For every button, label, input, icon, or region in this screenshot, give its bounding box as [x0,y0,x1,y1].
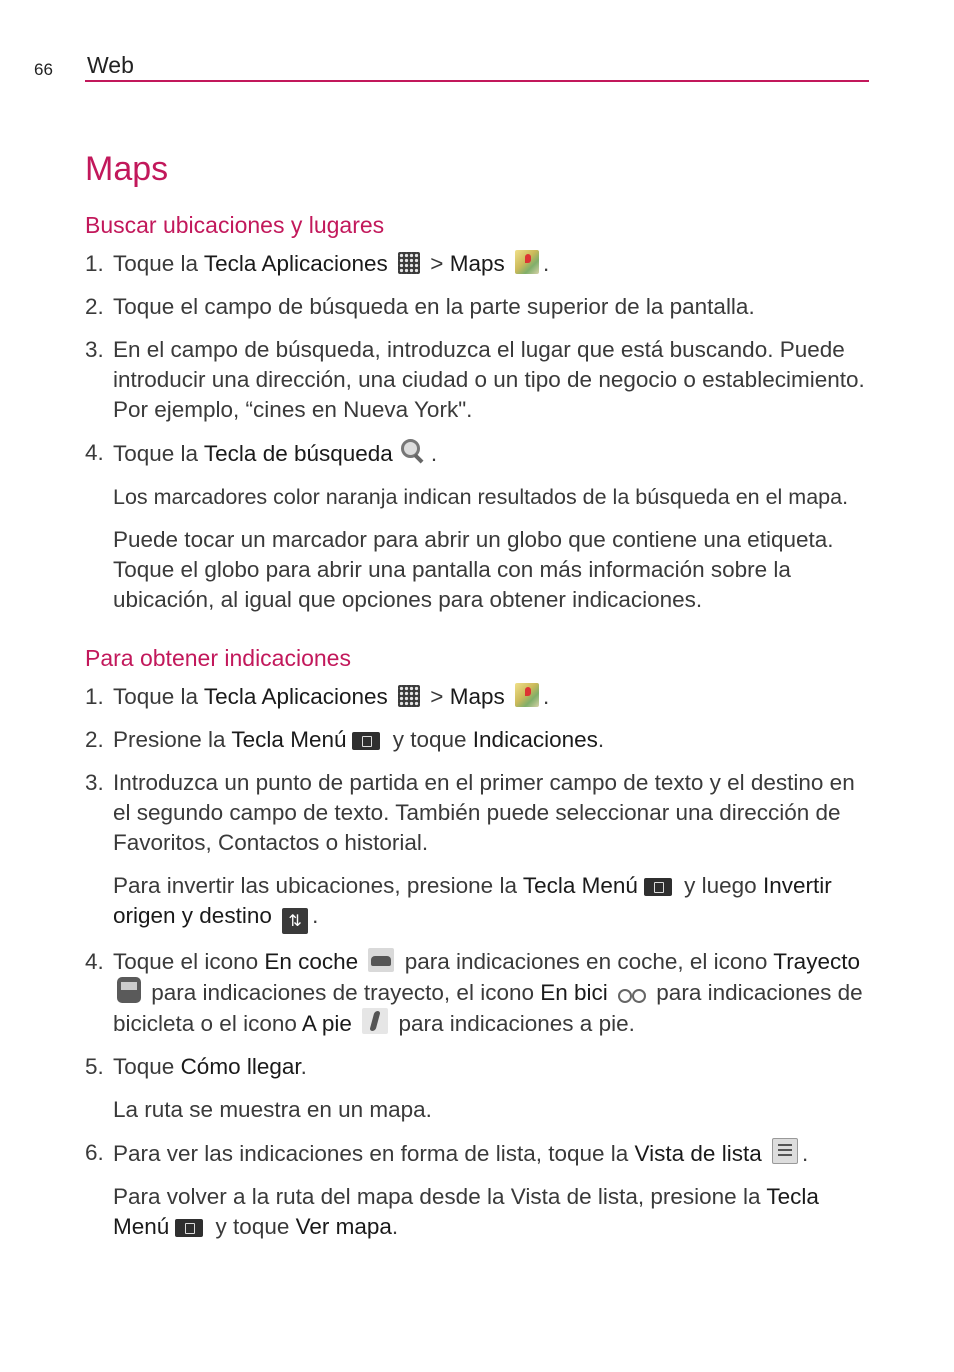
step-number: 5. [85,1054,104,1079]
apps-grid-icon [398,252,420,274]
directions-note-back [85,1182,875,1242]
menu-key-icon [175,1219,203,1237]
directions-label: Indicaciones [472,727,598,752]
menu-key-label: Tecla Menú [113,1184,819,1239]
step-text: . [597,727,605,752]
page-header [0,0,954,90]
view-map-label: Ver mapa [295,1214,392,1239]
search-step-3 [85,335,875,425]
menu-key-icon [352,732,380,750]
walking-icon [362,1008,388,1034]
apps-key-label: Tecla Aplicaciones [203,251,388,276]
maps-app-icon [515,683,539,707]
step-text: Toque el icono [113,949,265,974]
car-icon [368,948,394,972]
step-number: 1. [85,251,104,276]
maps-label: Maps [449,684,505,709]
list-view-icon [772,1138,798,1164]
step-text: Toque la [113,684,204,709]
directions-note-map: La ruta se muestra en un mapa. [113,1097,432,1122]
step-number: 3. [85,337,104,362]
menu-key-icon [644,878,672,896]
search-note-2: Puede tocar un marcador para abrir un globo que contiene una etiqueta. Toque el globo para abrir una pantalla con más información sobre la ubicación, al igual que opciones para obtener indicaciones. [113,527,834,612]
header-rule [85,80,869,82]
step-text: > [424,684,450,709]
directions-step-4 [85,947,875,1039]
search-step-2 [85,292,875,322]
menu-key-label: Tecla Menú [231,727,347,752]
step-text: . [543,684,550,709]
search-icon [399,438,427,464]
step-text: para indicaciones de trayecto, el icono [145,980,541,1005]
note-text: y toque [209,1214,296,1239]
by-car-label: En coche [264,949,359,974]
search-note-1: Los marcadores color naranja indican resultados de la búsqueda en el mapa. [113,485,849,509]
search-step-1 [85,249,875,279]
step-number: 2. [85,294,104,319]
swap-arrows-icon: ⇅ [282,908,308,934]
by-bike-label: En bici [540,980,608,1005]
directions-step-5 [85,1052,875,1082]
step-text: Toque la [113,251,204,276]
step-text: . [430,441,438,466]
directions-step-1 [85,682,875,712]
note-text: Para volver a la ruta del mapa desde la Vista de lista, presione la [113,1184,767,1209]
maps-app-icon [515,250,539,274]
apps-key-label: Tecla Aplicaciones [203,684,388,709]
directions-note-swap [85,871,875,934]
step-text: . [300,1054,307,1079]
page-content [85,212,875,1255]
section-heading-search: Buscar ubicaciones y lugares [85,212,385,238]
step-text: Toque la [113,441,204,466]
step-number: 3. [85,770,104,795]
page-title: Maps [85,150,169,188]
step-text: para indicaciones a pie. [392,1011,635,1036]
apps-grid-icon [398,685,420,707]
step-text: Presione la [113,727,232,752]
get-directions-label: Cómo llegar [180,1054,301,1079]
step-text: Toque [113,1054,181,1079]
note-text: . [312,903,319,928]
step-number: 1. [85,684,104,709]
section-name: Web [87,52,134,78]
step-text: > [424,251,450,276]
search-step-4 [85,438,875,469]
step-number: 6. [85,1140,104,1165]
step-number: 4. [85,949,104,974]
step-text: para indicaciones de bicicleta o el icono [113,980,863,1036]
step-number: 2. [85,727,104,752]
step-text: En el campo de búsqueda, introduzca el lugar que está buscando. Puede introducir una dirección, una ciudad o un tipo de negocio o establecimiento. Por ejemplo, “cines en Nueva York". [113,337,865,422]
step-text: Introduzca un punto de partida en el primer campo de texto y el destino en el segundo campo de texto. También puede seleccionar una dirección de Favoritos, Contactos o historial. [113,770,855,855]
step-text: . [543,251,550,276]
note-text: y luego [677,873,763,898]
walking-label: A pie [301,1011,352,1036]
bus-icon [117,977,141,1003]
step-number: 4. [85,440,104,465]
swap-label: Invertir origen y destino [113,873,832,928]
section-heading-directions: Para obtener indicaciones [85,645,351,671]
step-text: y toque [386,727,473,752]
search-key-label: Tecla de búsqueda [203,441,393,466]
menu-key-label: Tecla Menú [522,873,638,898]
step-text: . [801,1141,809,1166]
page-number: 66 [34,60,53,79]
list-view-label: Vista de lista [634,1141,762,1166]
step-text: para indicaciones en coche, el icono [398,949,774,974]
note-text: Para invertir las ubicaciones, presione la [113,873,523,898]
maps-label: Maps [449,251,505,276]
directions-step-6 [85,1138,875,1169]
step-text: Toque el campo de búsqueda en la parte superior de la pantalla. [113,294,755,319]
transit-label: Trayecto [773,949,860,974]
directions-step-3 [85,768,875,858]
bicycle-icon [618,979,646,1003]
step-text: Para ver las indicaciones en forma de lista, toque la [113,1141,635,1166]
directions-step-2 [85,725,875,755]
note-text: . [391,1214,399,1239]
